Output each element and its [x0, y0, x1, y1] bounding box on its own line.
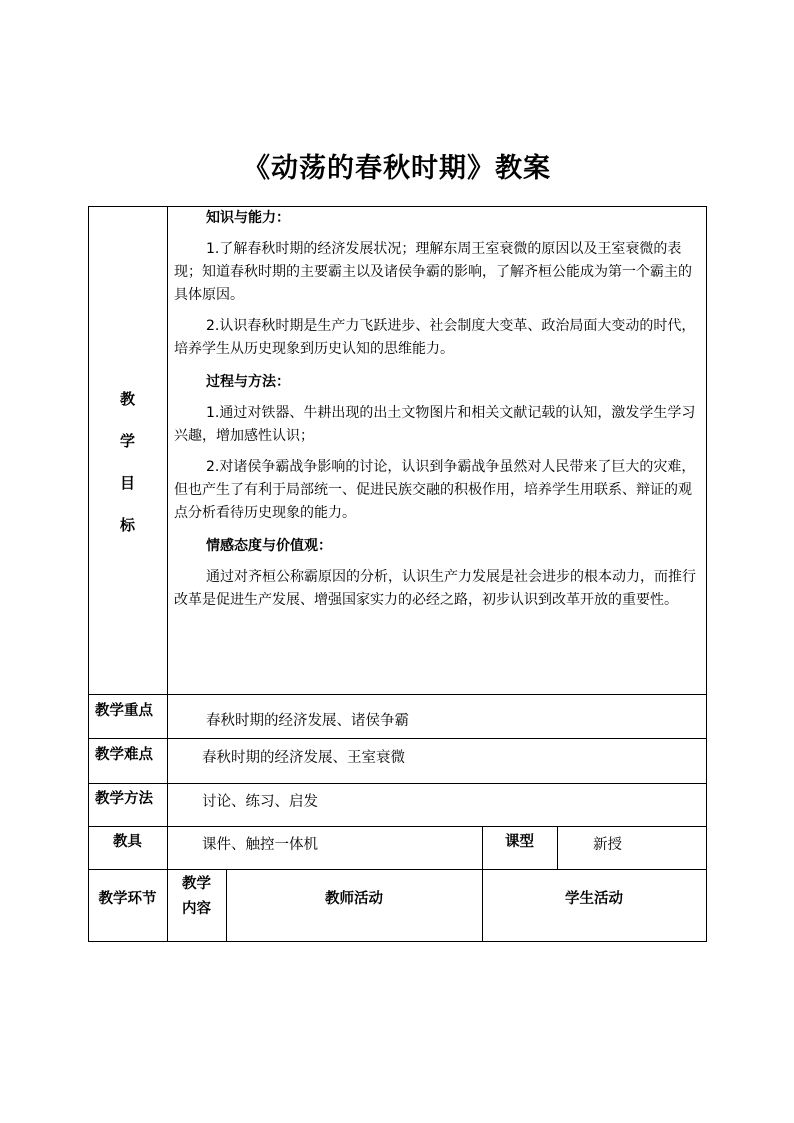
emotion-paragraph: 通过对齐桓公称霸原因的分析，认识生产力发展是社会进步的根本动力，而推行改革是促进生产发展、增强国家实力的必经之路，初步认识到改革开放的重要性。 — [174, 569, 696, 608]
method-value: 讨论、练习、启发 — [202, 794, 318, 810]
objectives-content — [174, 207, 702, 612]
difficulty-value: 春秋时期的经济发展、王室衰微 — [202, 750, 405, 766]
key-point-label: 教学重点 — [95, 703, 153, 719]
emotion-heading: 情感态度与价值观： — [206, 538, 332, 554]
student-activity-label: 学生活动 — [565, 891, 623, 907]
type-value: 新授 — [593, 837, 622, 853]
type-label: 课型 — [505, 834, 534, 850]
knowledge-paragraph-1: 1.了解春秋时期的经济发展状况；理解东周王室衰微的原因以及王室衰微的表现；知道春秋时期的主要霸主以及诸侯争霸的影响，了解齐桓公能成为第一个霸主的具体原因。 — [174, 241, 692, 303]
objectives-label — [88, 388, 167, 556]
difficulty-label: 教学难点 — [95, 747, 153, 763]
objectives-label-char: 标 — [119, 516, 135, 534]
content-label — [167, 872, 226, 922]
process-paragraph-2: 2.对诸侯争霸战争影响的讨论，认识到争霸战争虽然对人民带来了巨大的灾难，但也产生了有利于局部统一、促进民族交融的积极作用，培养学生用联系、辩证的观点分析看待历史现象的能力。 — [174, 459, 696, 521]
tools-label: 教具 — [113, 834, 142, 850]
key-point-value: 春秋时期的经济发展、诸侯争霸 — [206, 713, 409, 729]
knowledge-paragraph-2: 2.认识春秋时期是生产力飞跃进步、社会制度大变革、政治局面大变动的时代，培养学生从历史现象到历史认知的思维能力。 — [174, 318, 696, 357]
method-label: 教学方法 — [95, 791, 153, 807]
content-label-line: 教学 — [182, 876, 211, 892]
teacher-activity-label: 教师活动 — [325, 891, 383, 907]
stage-label: 教学环节 — [98, 891, 157, 907]
page-title: 《动荡的春秋时期》教案 — [243, 153, 551, 184]
tools-value: 课件、触控一体机 — [202, 837, 318, 853]
content-label-line: 内容 — [182, 901, 211, 917]
objectives-label-char: 目 — [119, 474, 135, 492]
knowledge-heading: 知识与能力： — [206, 210, 290, 226]
objectives-label-char: 教 — [119, 390, 135, 408]
objectives-label-char: 学 — [119, 432, 135, 450]
process-heading: 过程与方法： — [206, 374, 290, 390]
process-paragraph-1: 1.通过对铁器、牛耕出现的出土文物图片和相关文献记载的认知，激发学生学习兴趣，增加感性认识； — [174, 405, 696, 444]
